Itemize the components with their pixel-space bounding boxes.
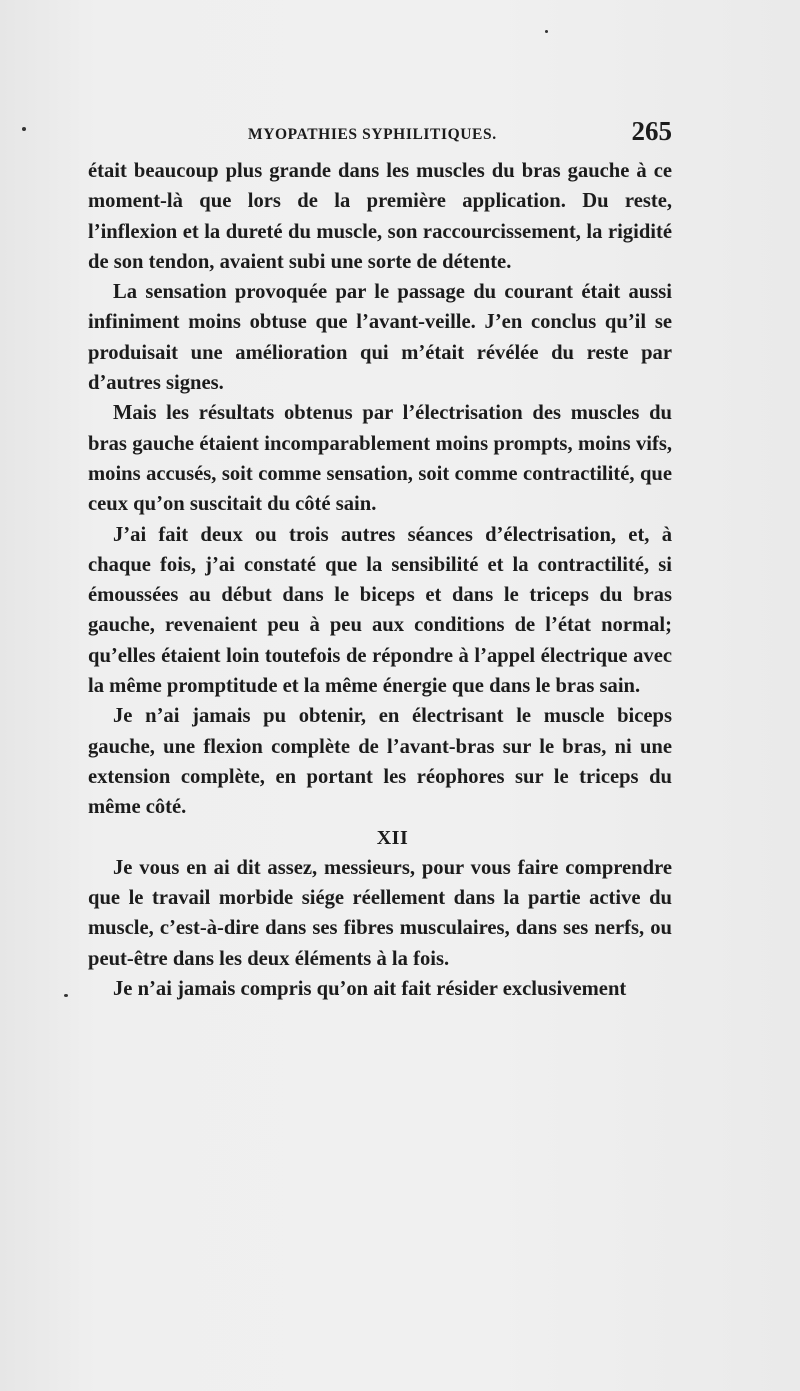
ink-speck <box>64 994 68 997</box>
page-number: 265 <box>631 116 672 146</box>
paragraph-3: Mais les résultats obtenus par l’électrisation des muscles du bras gauche étaient incomparablement moins prompts, moins vifs, moins accusés, soit comme sensation, soit comme contractilité, que ceux qu’on suscitait du côté sain. <box>88 402 672 516</box>
paragraph-1: était beaucoup plus grande dans les muscles du bras gauche à ce moment-là que lors de la première application. Du reste, l’inflexion et la dureté du muscle, son raccourcissement, la rigidité de son tendon, avaient subi une sorte de détente. <box>88 160 672 273</box>
paragraph-5: Je n’ai jamais pu obtenir, en électrisant le muscle biceps gauche, une flexion complète de l’avant-bras sur le bras, ni une extension complète, en portant les réophores sur le triceps du même côté. <box>88 705 672 819</box>
running-head <box>88 116 672 156</box>
paragraph-2: La sensation provoquée par le passage du courant était aussi infiniment moins obtuse que l’avant-veille. J’en conclus qu’il se produisait une amélioration qui m’était révélée du reste par d’autres signes. <box>88 281 672 395</box>
running-title: MYOPATHIES SYPHILITIQUES. <box>248 126 497 143</box>
ink-speck <box>545 30 548 33</box>
paragraph-4: J’ai fait deux ou trois autres séances d’électrisation, et, à chaque fois, j’ai constaté que la sensibilité et la contractilité, si émoussées au début dans le biceps et dans le triceps du bras gauche, revenaient peu à peu aux conditions de l’état normal; qu’elles étaient loin toutefois de répondre à l’appel électrique avec la même promptitude et la même énergie que dans le bras sain. <box>88 523 672 698</box>
body-text <box>88 156 672 1004</box>
section-heading: XII <box>376 826 409 849</box>
ink-speck <box>22 127 26 131</box>
paragraph-6: Je vous en ai dit assez, messieurs, pour vous faire comprendre que le travail morbide siége réellement dans la partie active du muscle, c’est-à-dire dans ses fibres musculaires, dans ses nerfs, ou peut-être dans les deux éléments à la fois. <box>88 856 672 970</box>
paragraph-7: Je n’ai jamais compris qu’on ait fait résider exclusivement <box>113 978 627 1001</box>
